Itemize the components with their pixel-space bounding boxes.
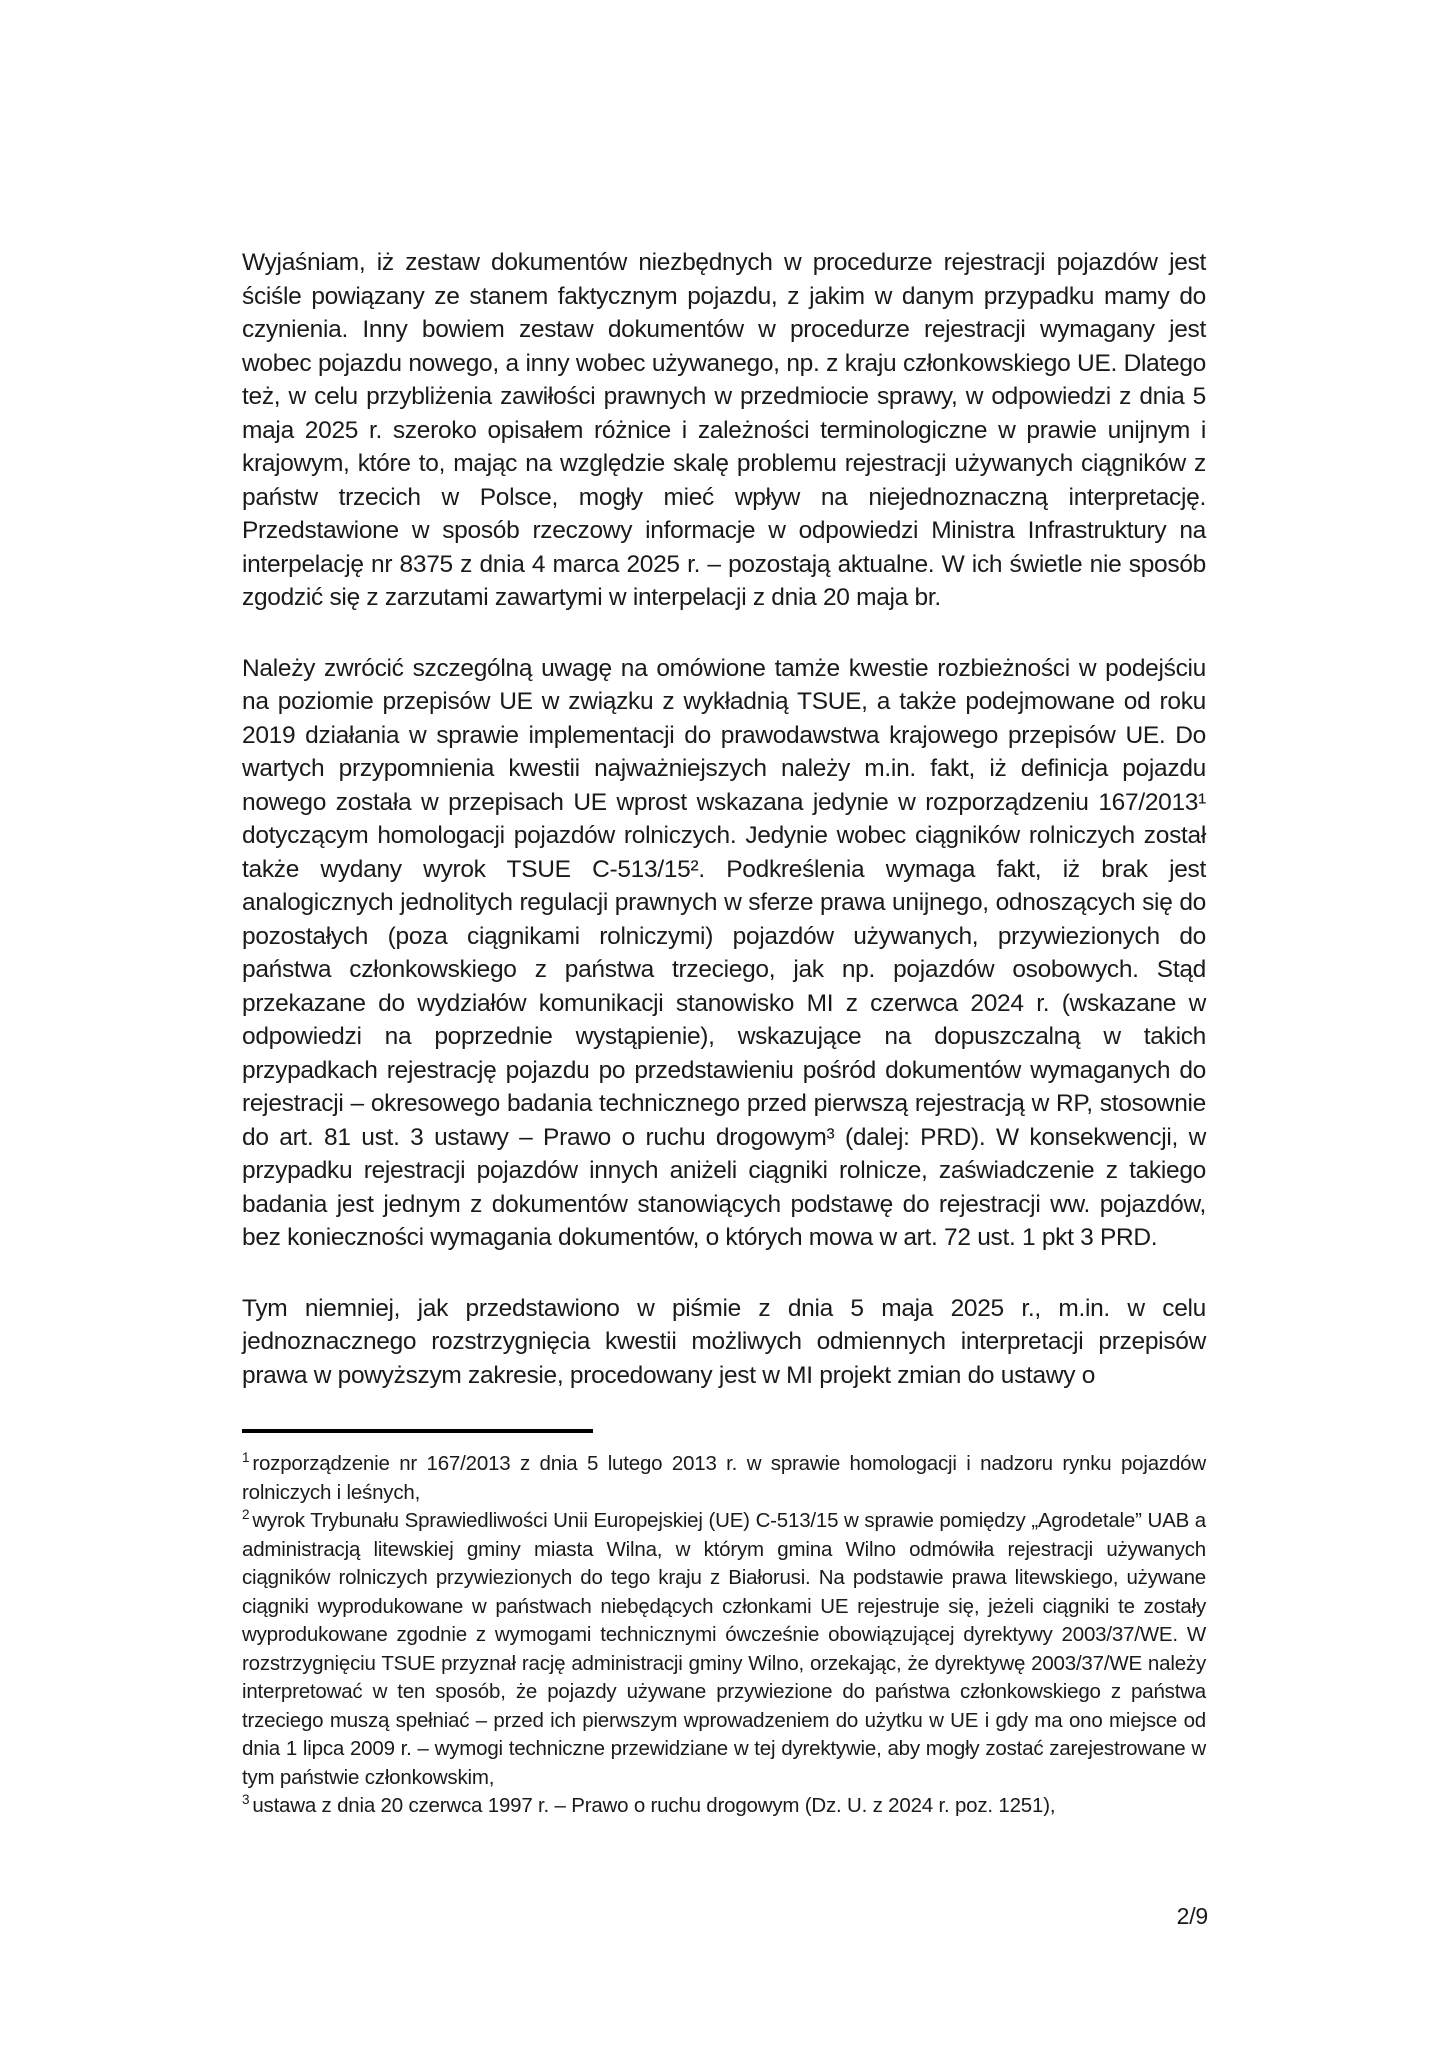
footnotes-section <box>242 1450 1206 1821</box>
footnote-marker: 2 <box>242 1507 250 1523</box>
document-body <box>242 246 1206 1821</box>
footnote <box>242 1507 1206 1792</box>
footnote-text: wyrok Trybunału Sprawiedliwości Unii Europejskiej (UE) C-513/15 w sprawie pomiędzy „Agrodetale” UAB a administracją litewskiej gminy miasta Wilna, w którym gmina Wilno odmówiła rejestracji używanych ciągników rolniczych przywiezionych do tego kraju z Białorusi. Na podstawie prawa litewskiego, używane ciągniki wyprodukowane w państwach niebędących członkami UE rejestruje się, jeżeli ciągniki te zostały wyprodukowane zgodnie z wymogami technicznymi ówcześnie obowiązującej dyrektywy 2003/37/WE. W rozstrzygnięciu TSUE przyznał rację administracji gminy Wilno, orzekając, że dyrektywę 2003/37/WE należy interpretować w ten sposób, że pojazdy używane przywiezione do państwa członkowskiego z państwa trzeciego muszą spełniać – przed ich pierwszym wprowadzeniem do użytku w UE i gdy ma ono miejsce od dnia 1 lipca 2009 r. – wymogi techniczne przewidziane w tej dyrektywie, aby mogły zostać zarejestrowane w tym państwie członkowskim, <box>242 1509 1206 1789</box>
footnote <box>242 1450 1206 1507</box>
page-number: 2/9 <box>1176 1903 1208 1929</box>
footnote <box>242 1792 1206 1821</box>
footnote-marker: 1 <box>242 1450 250 1466</box>
footnote-text: ustawa z dnia 20 czerwca 1997 r. – Prawo o ruchu drogowym (Dz. U. z 2024 r. poz. 1251), <box>252 1794 1056 1817</box>
body-paragraph: Wyjaśniam, iż zestaw dokumentów niezbędnych w procedurze rejestracji pojazdów jest ściśle powiązany ze stanem faktycznym pojazdu, z jakim w danym przypadku mamy do czynienia. Inny bowiem zestaw dokumentów w procedurze rejestracji wymagany jest wobec pojazdu nowego, a inny wobec używanego, np. z kraju członkowskiego UE. Dlatego też, w celu przybliżenia zawiłości prawnych w przedmiocie sprawy, w odpowiedzi z dnia 5 maja 2025 r. szeroko opisałem różnice i zależności terminologiczne w prawie unijnym i krajowym, które to, mając na względzie skalę problemu rejestracji używanych ciągników z państw trzecich w Polsce, mogły mieć wpływ na niejednoznaczną interpretację. Przedstawione w sposób rzeczowy informacje w odpowiedzi Ministra Infrastruktury na interpelację nr 8375 z dnia 4 marca 2025 r. – pozostają aktualne. W ich świetle nie sposób zgodzić się z zarzutami zawartymi w interpelacji z dnia 20 maja br. <box>242 249 1206 611</box>
body-paragraph: Tym niemniej, jak przedstawiono w piśmie z dnia 5 maja 2025 r., m.in. w celu jednoznacznego rozstrzygnięcia kwestii możliwych odmiennych interpretacji przepisów prawa w powyższym zakresie, procedowany jest w MI projekt zmian do ustawy o <box>242 1294 1206 1389</box>
footnote-marker: 3 <box>242 1792 250 1808</box>
body-paragraph: Należy zwrócić szczególną uwagę na omówione tamże kwestie rozbieżności w podejściu na poziomie przepisów UE w związku z wykładnią TSUE, a także podejmowane od roku 2019 działania w sprawie implementacji do prawodawstwa krajowego przepisów UE. Do wartych przypomnienia kwestii najważniejszych należy m.in. fakt, iż definicja pojazdu nowego została w przepisach UE wprost wskazana jedynie w rozporządzeniu 167/2013¹ dotyczącym homologacji pojazdów rolniczych. Jedynie wobec ciągników rolniczych został także wydany wyrok TSUE C-513/15². Podkreślenia wymaga fakt, iż brak jest analogicznych jednolitych regulacji prawnych w sferze prawa unijnego, odnoszących się do pozostałych (poza ciągnikami rolniczymi) pojazdów używanych, przywiezionych do państwa członkowskiego z państwa trzeciego, jak np. pojazdów osobowych. Stąd przekazane do wydziałów komunikacji stanowisko MI z czerwca 2024 r. (wskazane w odpowiedzi na poprzednie wystąpienie), wskazujące na dopuszczalną w takich przypadkach rejestrację pojazdu po przedstawieniu pośród dokumentów wymaganych do rejestracji – okresowego badania technicznego przed pierwszą rejestracją w RP, stosownie do art. 81 ust. 3 ustawy – Prawo o ruchu drogowym³ (dalej: PRD). W konsekwencji, w przypadku rejestracji pojazdów innych aniżeli ciągniki rolnicze, zaświadczenie z takiego badania jest jednym z dokumentów stanowiących podstawę do rejestracji ww. pojazdów, bez konieczności wymagania dokumentów, o których mowa w art. 72 ust. 1 pkt 3 PRD. <box>242 654 1206 1251</box>
footnote-text: rozporządzenie nr 167/2013 z dnia 5 lutego 2013 r. w sprawie homologacji i nadzoru rynku pojazdów rolniczych i leśnych, <box>242 1452 1206 1504</box>
footnote-separator <box>242 1429 593 1433</box>
